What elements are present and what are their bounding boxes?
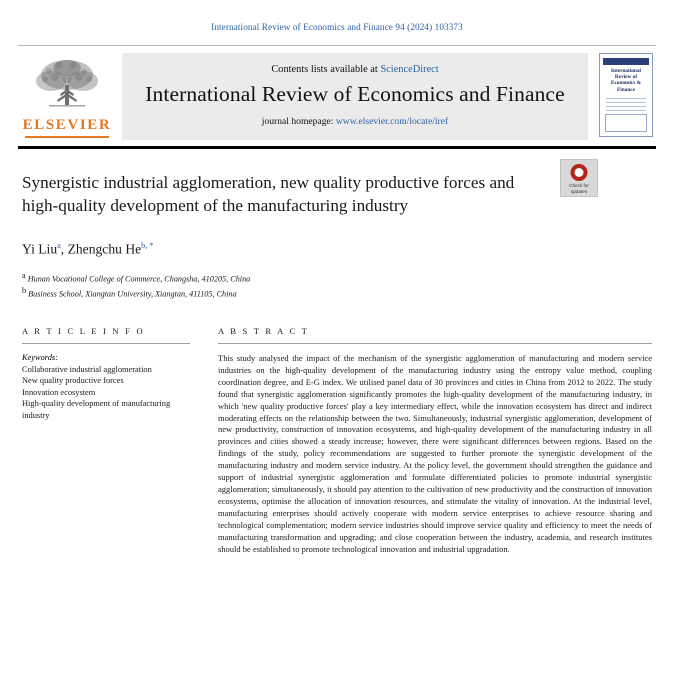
author-2-affiliation-marker[interactable]: b, * <box>141 241 154 250</box>
crossmark-label: Check for updates <box>569 183 589 194</box>
journal-masthead <box>18 45 656 149</box>
crossmark-badge[interactable] <box>560 159 598 197</box>
affiliation-list <box>22 270 652 300</box>
author-1-affiliation-marker[interactable]: a <box>57 241 61 250</box>
abstract-column <box>204 326 652 555</box>
keyword-item: New quality productive forces <box>22 376 124 386</box>
elsevier-logo <box>18 53 116 140</box>
sciencedirect-link[interactable]: ScienceDirect <box>380 64 439 75</box>
journal-cover-thumbnail <box>596 53 656 140</box>
author-name-2: Zhengchu He <box>67 241 142 257</box>
running-head: International Review of Economics and Finance 94 (2024) 103373 <box>211 22 463 32</box>
affiliation-item <box>22 270 652 285</box>
journal-banner <box>122 53 588 140</box>
elsevier-tree-icon <box>27 55 107 115</box>
affiliation-marker-a: a <box>22 270 26 280</box>
contents-available-line <box>271 64 438 75</box>
title-area <box>22 171 654 217</box>
author-name-1: Yi Liu <box>22 241 58 257</box>
affiliation-marker-b: b <box>22 285 27 295</box>
homepage-prefix: journal homepage: <box>261 116 334 127</box>
author-separator: , <box>60 241 68 257</box>
keywords-list <box>22 364 190 421</box>
article-info-column <box>22 326 204 421</box>
keywords-label: Keywords: <box>22 353 58 362</box>
abstract-text: This study analysed the impact of the mechanism of the synergistic agglomeration of manufacturing and modern service industries on the high-quality development of the manufacturing industry using the entropy value method, coupling coordination degree, and E-G index. We utilised panel data of 30 provinces and cities in China from 2012 to 2022. The study found that synergistic agglomeration significantly promotes the high-quality development of the manufacturing industry, in which 'new quality productive forces' play a key intermediary effect, while the innovation ecosystem has direct and indirect moderating effects on the relationship between the two. Simultaneously, industrial synergistic agglomeration, development of new productivity, construction of innovation ecosystems, and high-quality development of the manufacturing industry in all provinces and cities showed a steady increase; however, there were significant differences between regions. Based on the findings of the study, policy recommendations are suggested to further promote the synergistic development of the manufacturing industry and modern service industry. At the policy level, the government should strengthen the guidance and support of industrial synergistic agglomeration and formulate differentiated policies to promote industrial synergistic agglomeration; simultaneously, it should pay attention to the cultivation of new productivity and the construction of innovation ecosystems, optimise the allocation of innovation resources, and stimulate the vitality of innovation. At the industrial level, manufacturing enterprises should actively cooperate with modern service enterprises to achieve resource sharing and technological complementation; modern service industries should improve service quality and efficiency to meet the needs of manufacturing transformation and upgrading; and close cooperation between the industry, academia, and research institutes should be established to promote technological innovation and industrial upgradation. <box>218 353 652 554</box>
crossmark-circle-icon <box>571 164 588 181</box>
affiliation-text-b: Business School, Xiangtan University, Xiangtan, 411105, China <box>28 289 237 299</box>
crossmark-box[interactable] <box>560 159 598 197</box>
cover-bottom-box <box>605 114 647 132</box>
cover-text-lines <box>606 98 646 114</box>
cover-title-text: International Review of Economics & Finance <box>610 68 642 93</box>
journal-title: International Review of Economics and Finance <box>145 82 565 106</box>
author-list <box>22 241 652 258</box>
affiliation-item <box>22 285 652 300</box>
affiliation-text-a: Hunan Vocational College of Commerce, Changsha, 410205, China <box>27 274 251 284</box>
info-abstract-columns <box>22 326 652 555</box>
elsevier-underline <box>25 136 109 138</box>
article-info-heading: A R T I C L E I N F O <box>22 326 145 336</box>
abstract-divider <box>218 343 652 344</box>
page-title: Synergistic industrial agglomeration, new quality productive forces and high-quality development of the manufacturing industry <box>22 173 515 215</box>
keyword-item: High-quality development of manufacturing industry <box>22 399 171 420</box>
abstract-heading: A B S T R A C T <box>218 326 310 336</box>
journal-homepage-link[interactable]: www.elsevier.com/locate/iref <box>335 116 449 127</box>
cover-image <box>599 53 653 137</box>
keyword-item: Innovation ecosystem <box>22 387 96 397</box>
journal-homepage-line <box>262 116 448 127</box>
elsevier-wordmark: ELSEVIER <box>22 117 112 133</box>
cover-top-band <box>603 58 649 65</box>
contents-prefix: Contents lists available at <box>271 64 378 75</box>
article-info-divider <box>22 343 190 344</box>
keyword-item: Collaborative industrial agglomeration <box>22 365 152 374</box>
